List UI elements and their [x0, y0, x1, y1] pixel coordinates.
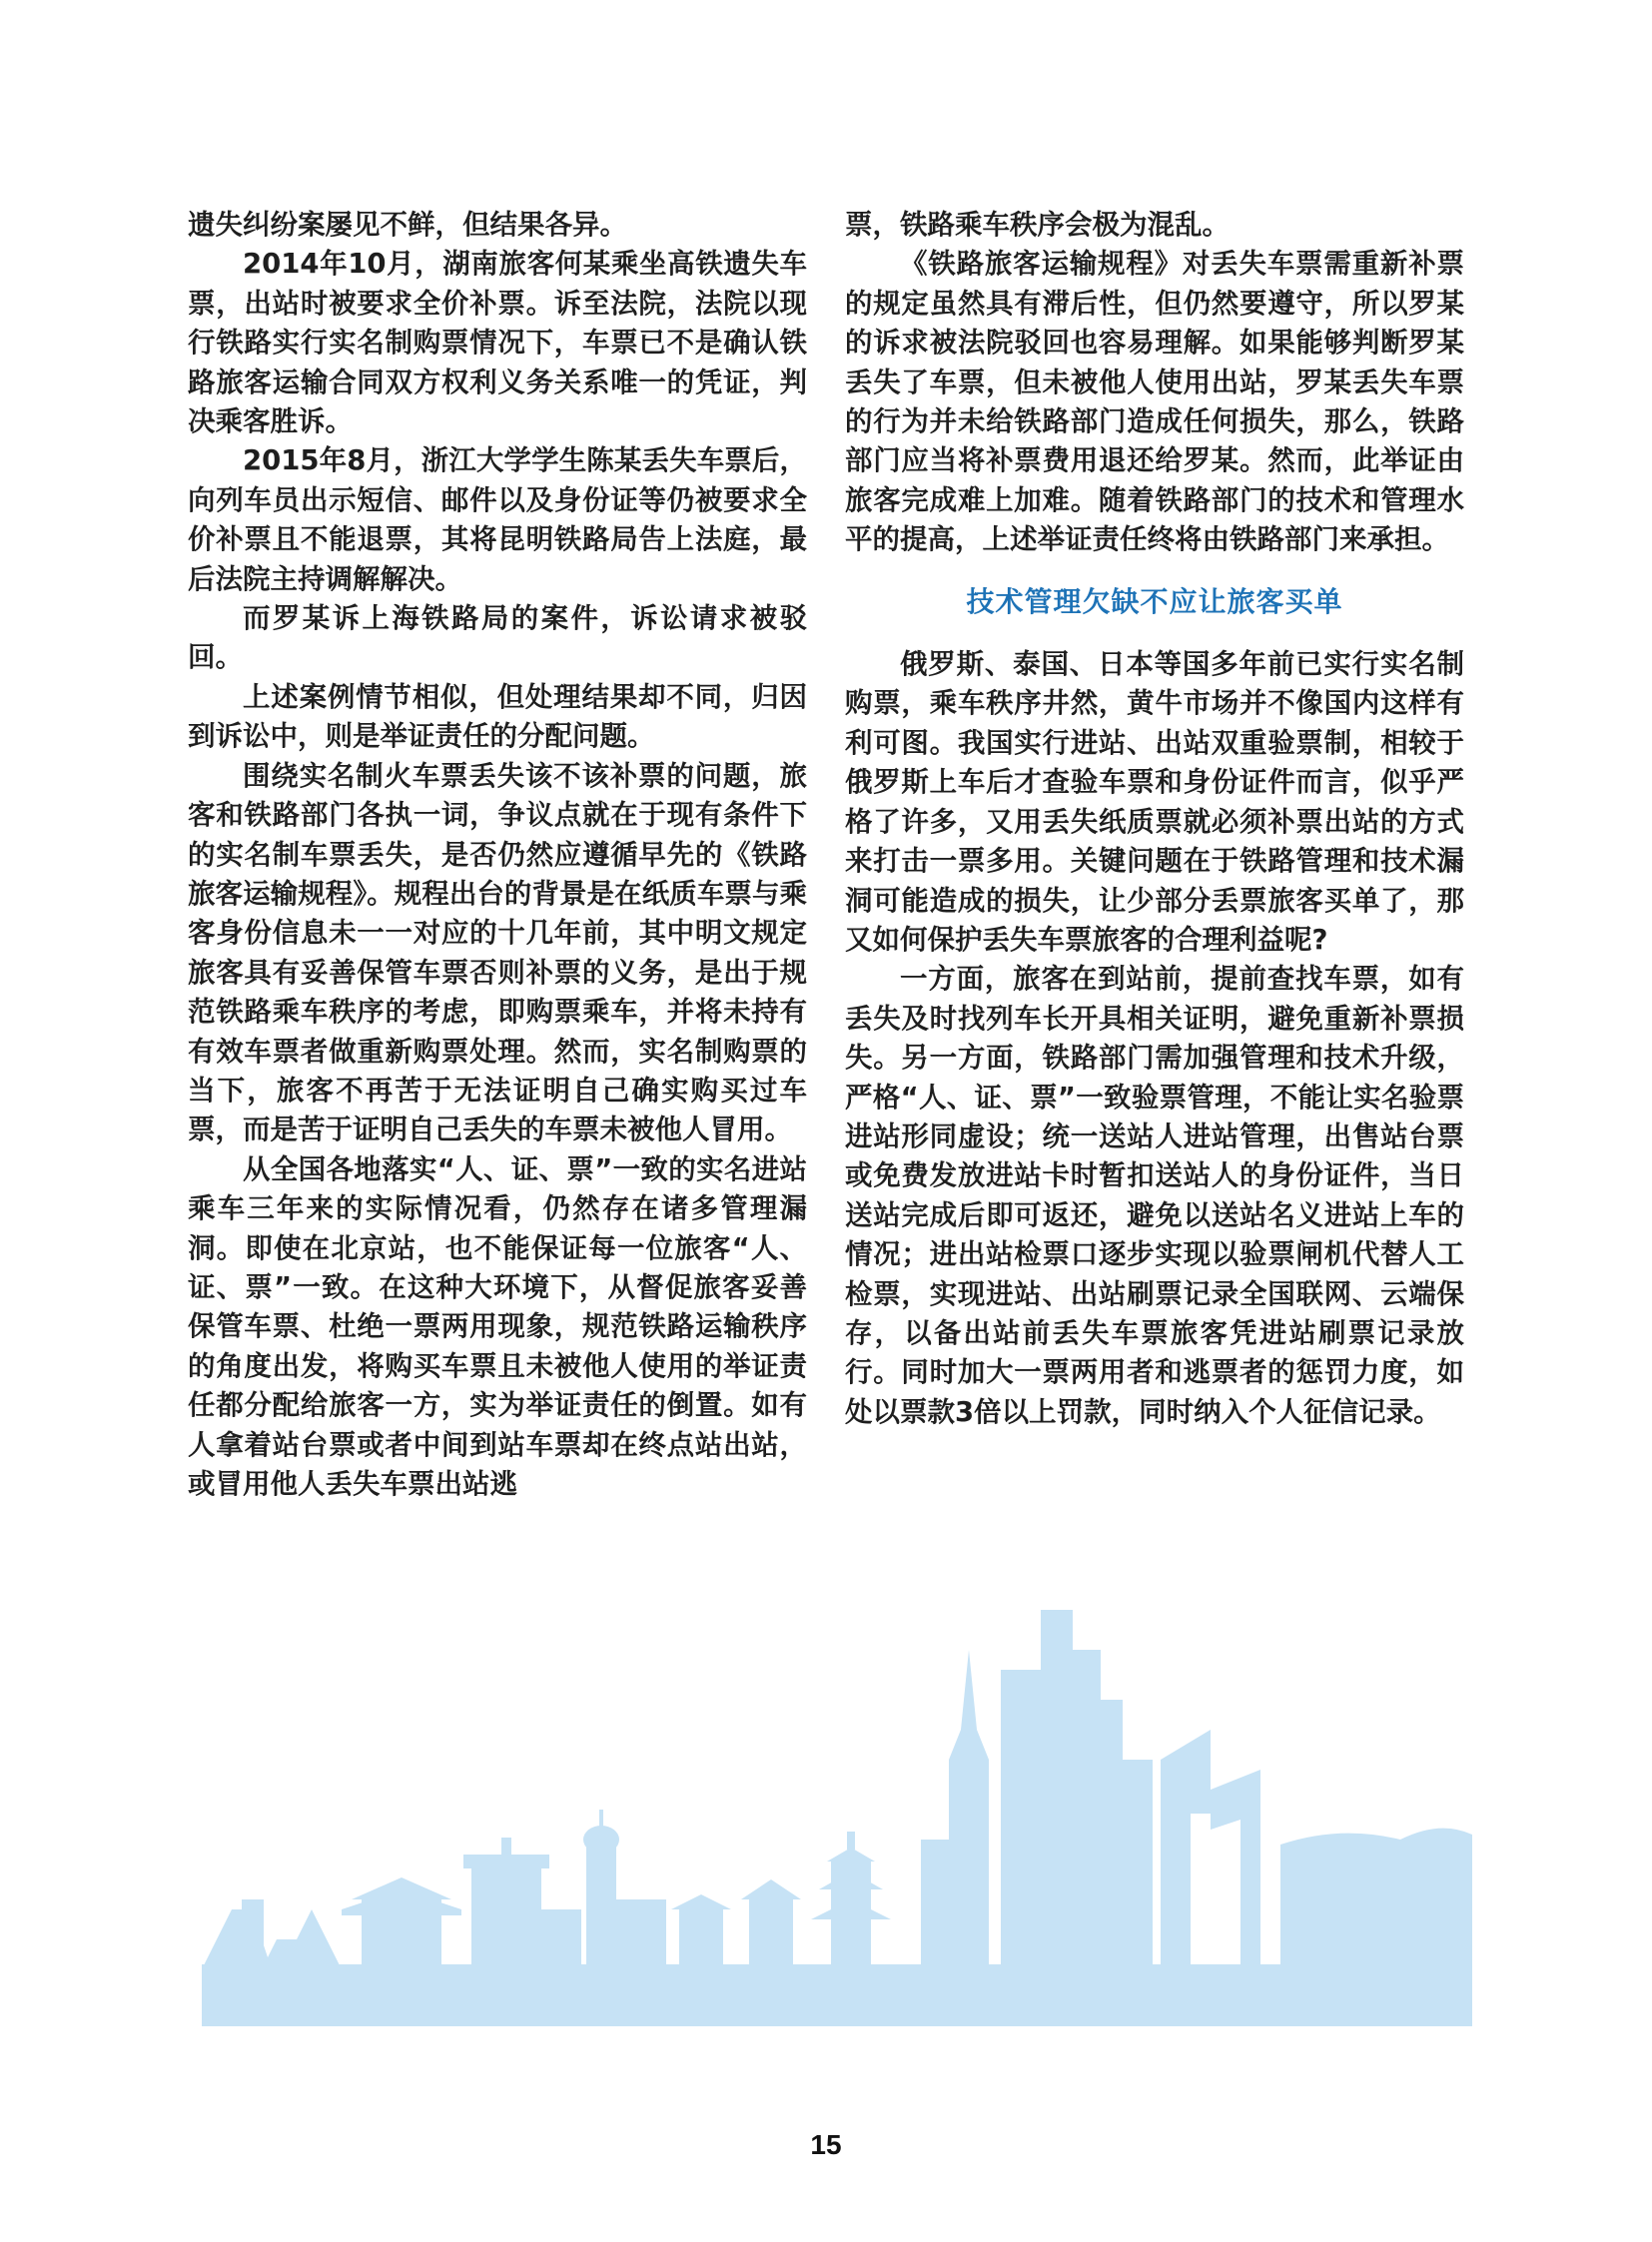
left-column-paragraph: 围绕实名制火车票丢失该不该补票的问题，旅客和铁路部门各执一词，争议点就在于现有条件下的实名制车票丢失，是否仍然应遵循早先的《铁路旅客运输规程》。规程出台的背景是在纸质车票与乘客身份信息未一一对应的十几年前，其中明文规定旅客具有妥善保管车票否则补票的义务，是出于规范铁路乘车秩序的考虑，即购票乘车，并将未持有有效车票者做重新购票处理。然而，实名制购票的当下，旅客不再苦于无法证明自己确实购买过车票，而是苦于证明自己丢失的车票未被他人冒用。	[188, 759, 807, 1146]
left-column-paragraph: 而罗某诉上海铁路局的案件，诉讼请求被驳回。	[188, 602, 807, 674]
right-column-paragraph: 票，铁路乘车秩序会极为混乱。	[845, 209, 1230, 241]
left-column-paragraph: 上述案例情节相似，但处理结果却不同，归因到诉讼中，则是举证责任的分配问题。	[188, 680, 807, 753]
city-skyline-illustration	[202, 1610, 1472, 2029]
left-column-paragraph: 2015年8月，浙江大学学生陈某丢失车票后，向列车员出示短信、邮件以及身份证等仍被要求全价补票且不能退票，其将昆明铁路局告上法庭，最后法院主持调解解决。	[188, 444, 807, 595]
page-number: 15	[810, 2129, 842, 2160]
right-column-paragraph: 一方面，旅客在到站前，提前查找车票，如有丢失及时找列车长开具相关证明，避免重新补票损失。另一方面，铁路部门需加强管理和技术升级，严格“人、证、票”一致验票管理，不能让实名验票进站形同虚设；统一送站人进站管理，出售站台票或免费发放进站卡时暂扣送站人的身份证件，当日送站完成后即可返还，避免以送站名义进站上车的情况；进出站检票口逐步实现以验票闸机代替人工检票，实现进站、出站刷票记录全国联网、云端保存，以备出站前丢失车票旅客凭进站刷票记录放行。同时加大一票两用者和逃票者的惩罚力度，如处以票款3倍以上罚款，同时纳入个人征信记录。	[845, 963, 1464, 1428]
skyline-shapes	[202, 1610, 1472, 2026]
left-column-paragraph: 2014年10月，湖南旅客何某乘坐高铁遗失车票，出站时被要求全价补票。诉至法院，法院以现行铁路实行实名制购票情况下，车票已不是确认铁路旅客运输合同双方权利义务关系唯一的凭证，判决乘客胜诉。	[188, 248, 807, 438]
right-column-top	[845, 206, 1464, 560]
right-column-paragraph: 俄罗斯、泰国、日本等国多年前已实行实名制购票，乘车秩序井然，黄牛市场并不像国内这样有利可图。我国实行进站、出站双重验票制，相较于俄罗斯上车后才查验车票和身份证件而言，似乎严格了许多，又用丢失纸质票就必须补票出站的方式来打击一票多用。关键问题在于铁路管理和技术漏洞可能造成的损失，让少部分丢票旅客买单了，那又如何保护丢失车票旅客的合理利益呢?	[845, 648, 1464, 956]
section-heading: 技术管理欠缺不应让旅客买单	[966, 584, 1343, 618]
right-column	[845, 206, 1464, 1432]
right-column-bottom	[845, 645, 1464, 1432]
left-column	[188, 206, 807, 1504]
left-column-paragraph: 从全国各地落实“人、证、票”一致的实名进站乘车三年来的实际情况看，仍然存在诸多管理漏洞。即使在北京站，也不能保证每一位旅客“人、证、票”一致。在这种大环境下，从督促旅客妥善保管车票、杜绝一票两用现象，规范铁路运输秩序的角度出发，将购买车票且未被他人使用的举证责任都分配给旅客一方，实为举证责任的倒置。如有人拿着站台票或者中间到站车票却在终点站出站，或冒用他人丢失车票出站逃	[188, 1152, 807, 1500]
right-column-paragraph: 《铁路旅客运输规程》对丢失车票需重新补票的规定虽然具有滞后性，但仍然要遵守，所以罗某的诉求被法院驳回也容易理解。如果能够判断罗某丢失了车票，但未被他人使用出站，罗某丢失车票的行为并未给铁路部门造成任何损失，那么，铁路部门应当将补票费用退还给罗某。然而，此举证由旅客完成难上加难。随着铁路部门的技术和管理水平的提高，上述举证责任终将由铁路部门来承担。	[845, 248, 1464, 556]
left-column-paragraph: 遗失纠纷案屡见不鲜，但结果各异。	[188, 209, 627, 241]
